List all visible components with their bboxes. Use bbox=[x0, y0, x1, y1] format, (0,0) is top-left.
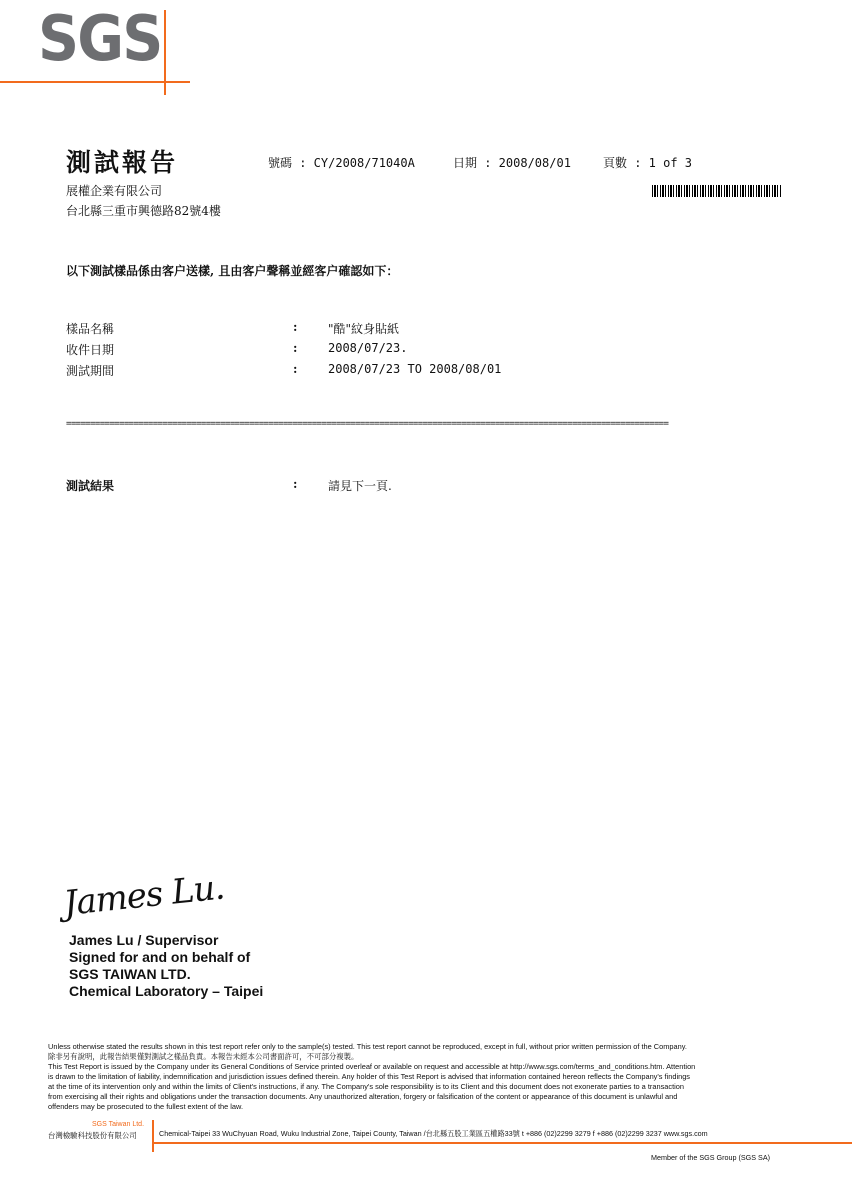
signer-lab: Chemical Laboratory – Taipei bbox=[69, 983, 264, 999]
intro-statement: 以下測試樣品係由客户送樣, 且由客户聲稱並經客户確認如下： bbox=[66, 264, 399, 278]
barcode bbox=[652, 185, 782, 197]
field-label: 樣品名稱 bbox=[66, 322, 115, 336]
result-value: 請見下一頁. bbox=[328, 479, 392, 493]
signer-name-title: James Lu / Supervisor bbox=[69, 932, 219, 948]
field-label: 收件日期 bbox=[66, 343, 115, 357]
disclaimer-line: at the time of its intervention only and within the limits of Client's instructions, if any. The Company's sole responsibility is to its Client and this document does not exonerate parties to a transaction bbox=[48, 1082, 684, 1091]
disclaimer-line: 除非另有說明，此報告結果僅對測試之樣品負責。本報告未經本公司書面許可，不可部分複製。 bbox=[48, 1052, 359, 1061]
signer-company: SGS TAIWAN LTD. bbox=[69, 966, 191, 982]
handwritten-signature: James Lu. bbox=[61, 867, 226, 924]
result-colon: : bbox=[293, 477, 298, 491]
field-value: 2008/07/23. bbox=[328, 341, 408, 355]
footer-horizontal-rule bbox=[152, 1142, 852, 1144]
sgs-logo: SGS bbox=[38, 2, 162, 75]
client-address: 台北縣三重市興德路82號4樓 bbox=[66, 204, 221, 218]
footer-address: Chemical-Taipei 33 WuChyuan Road, Wuku Industrial Zone, Taipei County, Taiwan /台北縣五股工業區五權路33號 t +886 (02)2299 3279 f +886 (02)2299 3237 www.sgs.com bbox=[159, 1129, 708, 1138]
field-value: "酷"紋身貼紙 bbox=[328, 322, 400, 336]
client-name: 展權企業有限公司 bbox=[66, 184, 163, 198]
footer-member: Member of the SGS Group (SGS SA) bbox=[651, 1153, 771, 1162]
field-colon: : bbox=[293, 341, 298, 355]
footer-sgs-taiwan-ltd: SGS Taiwan Ltd. bbox=[92, 1121, 145, 1128]
page-number: 頁數 : 1 of 3 bbox=[603, 156, 693, 170]
footer-vertical-rule bbox=[152, 1120, 154, 1152]
report-date: 日期 : 2008/08/01 bbox=[453, 156, 571, 170]
report-number: 號碼 : CY/2008/71040A bbox=[268, 156, 415, 170]
separator-line: ============================================================================================================================= bbox=[66, 419, 669, 429]
report-title: 測試報告 bbox=[66, 148, 179, 177]
result-label: 測試結果 bbox=[66, 479, 115, 493]
signed-on-behalf: Signed for and on behalf of bbox=[69, 949, 251, 965]
logo-horizontal-rule bbox=[0, 81, 190, 83]
field-label: 測試期間 bbox=[66, 364, 115, 378]
footer-company-cn: 台灣檢驗科技股份有限公司 bbox=[48, 1131, 137, 1140]
disclaimer-line: from exercising all their rights and obligations under the transaction documents. Any unauthorized alteration, forgery or falsification of the content or appearance of this document is unlawful and bbox=[48, 1092, 678, 1101]
disclaimer-line: is drawn to the limitation of liability, indemnification and jurisdiction issues defined therein. Any holder of this Test Report is advised that information contained hereon reflects the Company's findings bbox=[48, 1072, 691, 1081]
disclaimer-line: offenders may be prosecuted to the fullest extent of the law. bbox=[48, 1102, 244, 1111]
field-colon: : bbox=[293, 362, 298, 376]
disclaimer-line: Unless otherwise stated the results shown in this test report refer only to the sample(s) tested. This test report cannot be reproduced, except in full, without prior written permission of the Company. bbox=[48, 1042, 687, 1051]
field-value: 2008/07/23 TO 2008/08/01 bbox=[328, 362, 502, 376]
field-colon: : bbox=[293, 320, 298, 334]
disclaimer-line: This Test Report is issued by the Company under its General Conditions of Service printed overleaf or available on request and accessible at http://www.sgs.com/terms_and_conditions.htm. Attention bbox=[48, 1062, 696, 1071]
